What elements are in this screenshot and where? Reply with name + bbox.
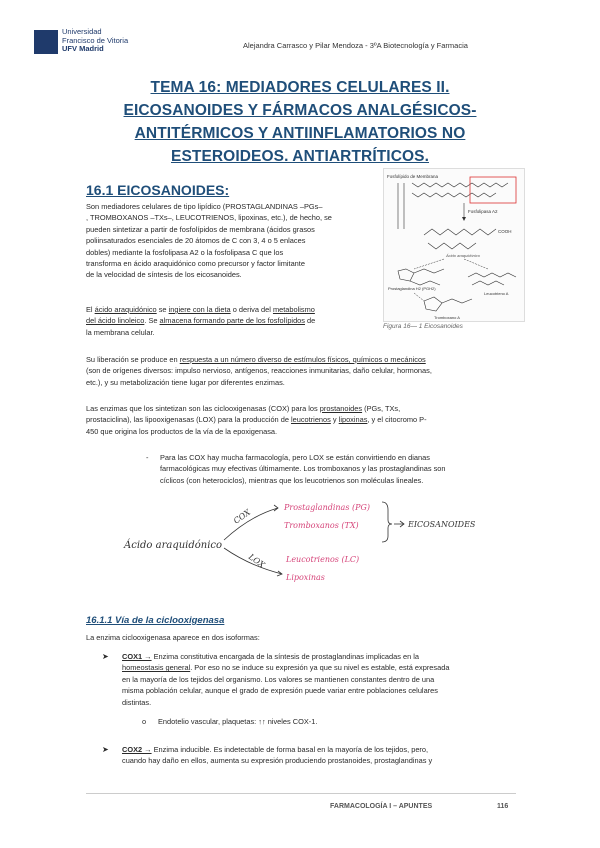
subsection-heading: 16.1.1 Vía de la ciclooxigenasa — [86, 615, 225, 626]
highlight-box — [470, 177, 516, 203]
figure-label-phospholipid: Fosfolípido de Membrana — [387, 174, 439, 179]
figure-label-cooh: COOH — [498, 229, 512, 234]
hand-lox: LOX — [246, 552, 267, 570]
cox2-text: Enzima inducible. Es indetectable de forma basal en la mayoría de los tejidos, pero, — [151, 745, 429, 754]
p2-underline: ácido araquidónico — [94, 305, 157, 314]
paragraph-release — [86, 354, 516, 388]
p4-underline: lipoxinas — [338, 415, 368, 425]
title-line3: ANTITÉRMICOS Y ANTIINFLAMATORIOS NO — [134, 125, 466, 142]
page-number: 116 — [497, 803, 509, 810]
cox2-text: cuando hay daño en ellos, aumenta su expresión produciendo prostanoides, prostaglandinas y — [122, 756, 433, 766]
bullet-text — [160, 452, 516, 486]
cox1-line: distintas. — [122, 697, 152, 707]
cox1-line: misma población celular, aunque el grado de expresión puede variar entre poblaciones celulares — [122, 686, 438, 696]
paragraph-definition — [86, 201, 378, 281]
university-line1: Universidad — [62, 27, 102, 36]
p3-underline: respuesta a un número diverso de estímulos físicos, químicos o mecánicos — [179, 355, 426, 364]
p2-underline: metabolismo — [272, 305, 315, 314]
bullet-line: Para las COX hay mucha farmacología, pero LOX se están convirtiendo en dianas — [160, 453, 430, 462]
p2-text: se — [156, 305, 169, 314]
university-logo — [34, 30, 58, 54]
title-line2: EICOSANOIDES Y FÁRMACOS ANALGÉSICOS- — [123, 102, 477, 119]
p1-line: dobles) mediante la fosfolipasa A2 o la fosfolipasa C que los — [86, 247, 284, 257]
paragraph-arachidonic — [86, 304, 378, 338]
cox1-underline: homeostasis general — [122, 663, 191, 673]
hand-cox: COX — [231, 507, 253, 526]
eicosanoids-diagram — [384, 169, 524, 321]
p1-line: Son mediadores celulares de tipo lipídico (PROSTAGLANDINAS –PGs– — [86, 202, 323, 211]
p4-underline: leucotrienos — [291, 415, 331, 425]
sub-bullet-marker: o — [142, 717, 147, 726]
p1-line: poliinsaturados esenciales de 20 átomos de C con 3, 4 o 5 enlaces — [86, 236, 306, 246]
footer-text: FARMACOLOGÍA I – APUNTES — [330, 803, 433, 810]
cox1-line: en la mayoría de los tejidos del organismo. Los valores se mantienen constantes dentro de una — [122, 674, 435, 684]
p4-text: 450 que origina los productos de la vía de la epoxigenasa. — [86, 426, 278, 436]
p2-text: o deriva del — [230, 305, 273, 314]
p1-line: pueden sintetizar a partir de fosfolípidos de membrana (ácidos grasos — [86, 224, 315, 234]
p2-text: de — [304, 316, 316, 326]
hand-eico: EICOSANOIDES — [408, 520, 476, 529]
cox2-label: COX2 → — [122, 745, 152, 754]
university-line3: UFV Madrid — [62, 44, 104, 53]
figure-label-pgh2: Prostaglandina H2 (PGH2) — [388, 286, 436, 291]
p4-text: y — [330, 415, 339, 425]
p2-text: . Se — [144, 316, 160, 326]
p2-text: la membrana celular. — [86, 327, 155, 337]
section-heading: 16.1 EICOSANOIDES: — [86, 182, 230, 198]
p4-text: Las enzimas que los sintetizan son las ciclooxigenasas (COX) para los — [86, 404, 320, 413]
cox1-text: Enzima constitutiva encargada de la síntesis de prostaglandinas implicadas en la — [151, 652, 420, 661]
figure-label-aa: Ácido araquidónico — [446, 253, 481, 258]
p2-underline: almacena formando parte de los fosfolípidos — [159, 316, 305, 326]
p2-underline: ingiere con la dieta — [168, 305, 231, 314]
arrow-bullet-icon: ➤ — [102, 745, 109, 754]
arrow-bullet-icon: ➤ — [102, 652, 109, 661]
p4-underline: prostanoides — [319, 404, 363, 413]
figure-label-lta: Leucotrieno A — [484, 291, 509, 296]
cox1-block — [122, 651, 516, 708]
page-title — [60, 76, 540, 168]
figure-caption: Figura 16— 1 Eicosanoides — [383, 323, 463, 330]
p4-text: (PGs, TXs, — [362, 404, 401, 413]
title-line4: ESTEROIDEOS. ANTIARTRÍTICOS. — [171, 148, 429, 165]
bullet-marker: - — [146, 453, 149, 462]
p2-text: El — [86, 305, 95, 314]
p3-text: Su liberación se produce en — [86, 355, 180, 364]
bullet-line: farmacológicas muy efectivas últimamente. Los tromboxanos y las prostaglandinas son — [160, 464, 446, 474]
figure-label-txa: Tromboxano A — [434, 315, 460, 320]
p1-line: transforma en ácido araquidónico como precursor y factor limitante — [86, 259, 305, 269]
p3-text: (son de orígenes diversos: impulso nervioso, antígenos, reacciones inmunitarias, daño celular, hormonas, — [86, 366, 432, 376]
cox1-label: COX1 → — [122, 652, 152, 661]
p1-line: , TROMBOXANOS –TXs–, LEUCOTRIENOS, lipoxinas, etc.), de hecho, se — [86, 213, 332, 223]
hand-tx: Tromboxanos (TX) — [284, 521, 359, 530]
paragraph-enzymes — [86, 403, 516, 437]
header-author: Alejandra Carrasco y Pilar Mendoza - 3ºA Biotecnología y Farmacia — [243, 41, 468, 50]
cox1-sub: Endotelio vascular, plaquetas: ↑↑ niveles COX-1. — [158, 717, 318, 726]
cox1-text: . Por eso no se induce su expresión ya que su nivel es estable, está expresada — [190, 663, 450, 673]
hand-lx: Lipoxinas — [286, 573, 325, 582]
title-line1: TEMA 16: MEDIADORES CELULARES II. — [150, 79, 450, 96]
subsection-intro: La enzima ciclooxigenasa aparece en dos isoformas: — [86, 633, 260, 642]
p1-line: de la velocidad de síntesis de los eicosanoides. — [86, 270, 242, 280]
eicosanoids-figure — [383, 168, 525, 322]
footer-divider — [86, 793, 516, 794]
figure-label-pla2: Fosfolipasa A2 — [468, 209, 498, 214]
hand-lt: Leucotrienos (LC) — [286, 555, 360, 564]
p4-text: prostaciclina), las lipooxigenasas (LOX) para la producción de — [86, 415, 291, 425]
cox2-block — [122, 744, 516, 767]
university-name — [62, 28, 128, 54]
bullet-line: cíclicos (con heterociclos), mientras que los leucotrienos son moléculas lineales. — [160, 475, 424, 485]
hand-source: Ácido araquidónico — [124, 540, 223, 551]
handdrawn-diagram — [120, 496, 480, 592]
university-line2: Francisco de Vitoria — [62, 35, 129, 45]
p4-text: , y el citocromo P- — [367, 415, 427, 425]
hand-pg: Prostaglandinas (PG) — [284, 503, 370, 512]
p2-underline: del ácido linoleico — [86, 316, 145, 326]
p3-text: etc.), y su metabolización tiene lugar por diferentes enzimas. — [86, 377, 285, 387]
